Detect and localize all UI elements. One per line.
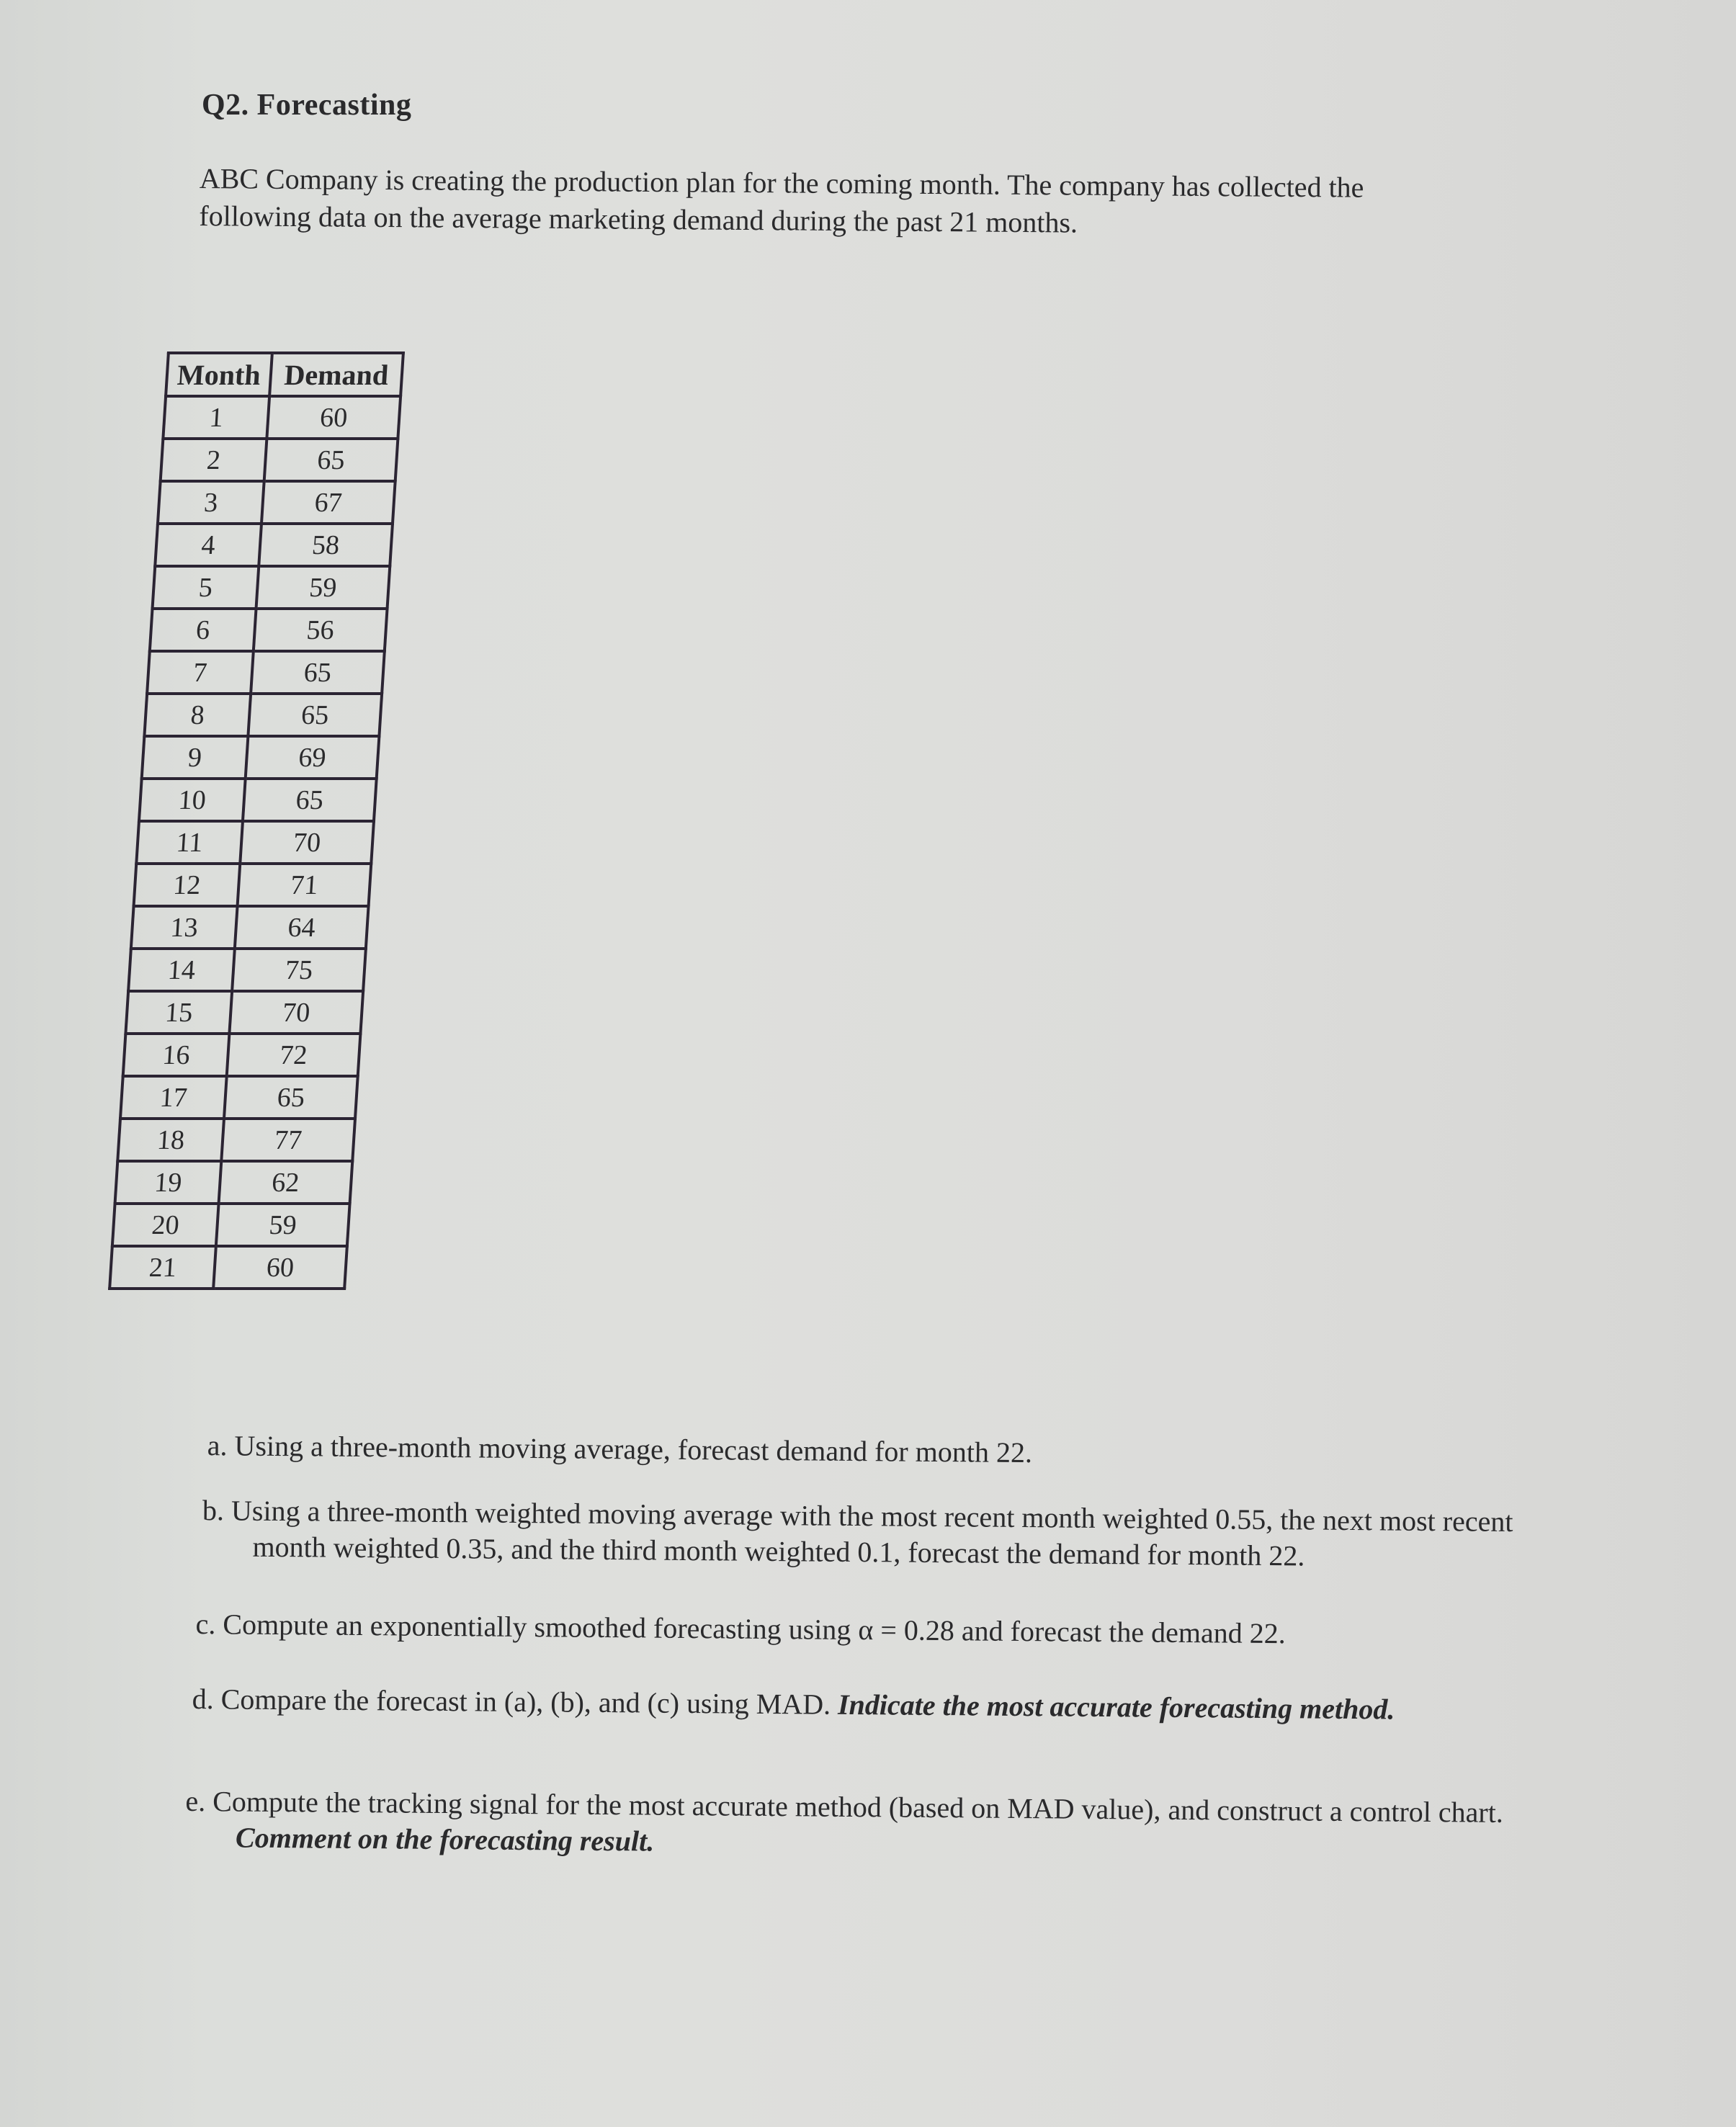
- month-cell: 1: [163, 396, 269, 439]
- table-row: [150, 609, 388, 651]
- demand-cell: 65: [264, 439, 398, 481]
- month-cell: 21: [109, 1246, 216, 1289]
- month-cell: 16: [123, 1034, 230, 1076]
- month-cell: 6: [150, 609, 256, 651]
- demand-cell: 65: [248, 694, 382, 736]
- demand-cell: 59: [216, 1204, 350, 1246]
- demand-cell: 65: [224, 1076, 358, 1119]
- month-cell: 3: [158, 481, 264, 524]
- table-row: [139, 779, 377, 821]
- question-label: e.: [185, 1784, 206, 1818]
- demand-cell: 56: [254, 609, 388, 651]
- month-cell: 14: [128, 949, 235, 991]
- table-row: [163, 396, 401, 439]
- table-row: [155, 524, 393, 566]
- demand-cell: 72: [227, 1034, 361, 1076]
- table-row: [120, 1076, 358, 1119]
- question-label: b.: [202, 1494, 225, 1527]
- question-emphasis: Comment on the forecasting result.: [235, 1821, 655, 1858]
- demand-cell: 58: [259, 524, 393, 566]
- demand-table: [108, 351, 405, 1290]
- demand-cell: 69: [246, 736, 380, 779]
- table-row: [125, 991, 363, 1034]
- question-title: Q2. Forecasting: [202, 89, 412, 122]
- month-cell: 12: [134, 864, 241, 906]
- intro-paragraph: ABC Company is creating the production plan for the coming month. The company has collected the following data on the average marketing demand during the past 21 months.: [199, 161, 1364, 239]
- table-row: [158, 481, 395, 524]
- table-row: [131, 906, 369, 949]
- demand-cell: 70: [240, 821, 374, 864]
- table-row: [142, 736, 380, 779]
- demand-cell: 62: [219, 1161, 353, 1204]
- month-cell: 7: [147, 651, 254, 694]
- question-a: [207, 1428, 1563, 1475]
- month-cell: 2: [161, 439, 267, 481]
- month-cell: 20: [112, 1204, 219, 1246]
- question-c: [195, 1606, 1561, 1654]
- table-row: [115, 1161, 353, 1204]
- table-row: [153, 566, 390, 609]
- question-text: Using a three-month weighted moving average with the most recent month weighted 0.55, the next most recent month weighted 0.35, and the third month weighted 0.1, forecast the demand for month 22.: [231, 1494, 1513, 1572]
- demand-cell: 70: [229, 991, 363, 1034]
- month-cell: 11: [136, 821, 243, 864]
- demand-cell: 59: [256, 566, 390, 609]
- demand-cell: 65: [243, 779, 377, 821]
- question-list: [185, 1428, 1563, 1868]
- month-cell: 13: [131, 906, 238, 949]
- question-label: c.: [195, 1608, 216, 1641]
- table-row: [147, 651, 385, 694]
- table-row: [161, 439, 398, 481]
- demand-cell: 65: [251, 651, 385, 694]
- table-row: [109, 1246, 347, 1289]
- demand-cell: 60: [213, 1246, 347, 1289]
- demand-cell: 77: [221, 1119, 355, 1161]
- question-text: Compute the tracking signal for the most accurate method (based on MAD value), and construct a control chart.: [212, 1785, 1504, 1829]
- question-d: [192, 1681, 1560, 1729]
- question-text: Compare the forecast in (a), (b), and (c) using MAD.: [220, 1683, 838, 1721]
- table-row: [123, 1034, 361, 1076]
- table-row: [117, 1119, 355, 1161]
- table-row: [112, 1204, 350, 1246]
- demand-cell: 67: [261, 481, 395, 524]
- demand-cell: 71: [238, 864, 372, 906]
- question-label: d.: [192, 1682, 214, 1716]
- question-e: [185, 1783, 1560, 1868]
- question-label: a.: [207, 1429, 228, 1462]
- month-cell: 17: [120, 1076, 227, 1119]
- demand-cell: 64: [235, 906, 369, 949]
- table-row: [134, 864, 372, 906]
- column-header-demand: Demand: [269, 353, 403, 396]
- month-cell: 5: [153, 566, 259, 609]
- table-row: [136, 821, 374, 864]
- demand-cell: 75: [232, 949, 366, 991]
- question-emphasis: Indicate the most accurate forecasting method.: [837, 1688, 1395, 1726]
- table-row: [128, 949, 366, 991]
- question-text: Using a three-month moving average, forecast demand for month 22.: [234, 1429, 1033, 1469]
- month-cell: 10: [139, 779, 246, 821]
- table-header-row: [166, 353, 403, 396]
- month-cell: 19: [115, 1161, 222, 1204]
- month-cell: 15: [125, 991, 232, 1034]
- month-cell: 9: [142, 736, 249, 779]
- question-text: Compute an exponentially smoothed forecasting using α = 0.28 and forecast the demand 22.: [223, 1608, 1286, 1650]
- month-cell: 8: [144, 694, 251, 736]
- demand-cell: 60: [267, 396, 401, 439]
- month-cell: 18: [117, 1119, 224, 1161]
- question-b: [202, 1492, 1562, 1576]
- month-cell: 4: [155, 524, 261, 566]
- table-row: [144, 694, 382, 736]
- column-header-month: Month: [166, 353, 272, 396]
